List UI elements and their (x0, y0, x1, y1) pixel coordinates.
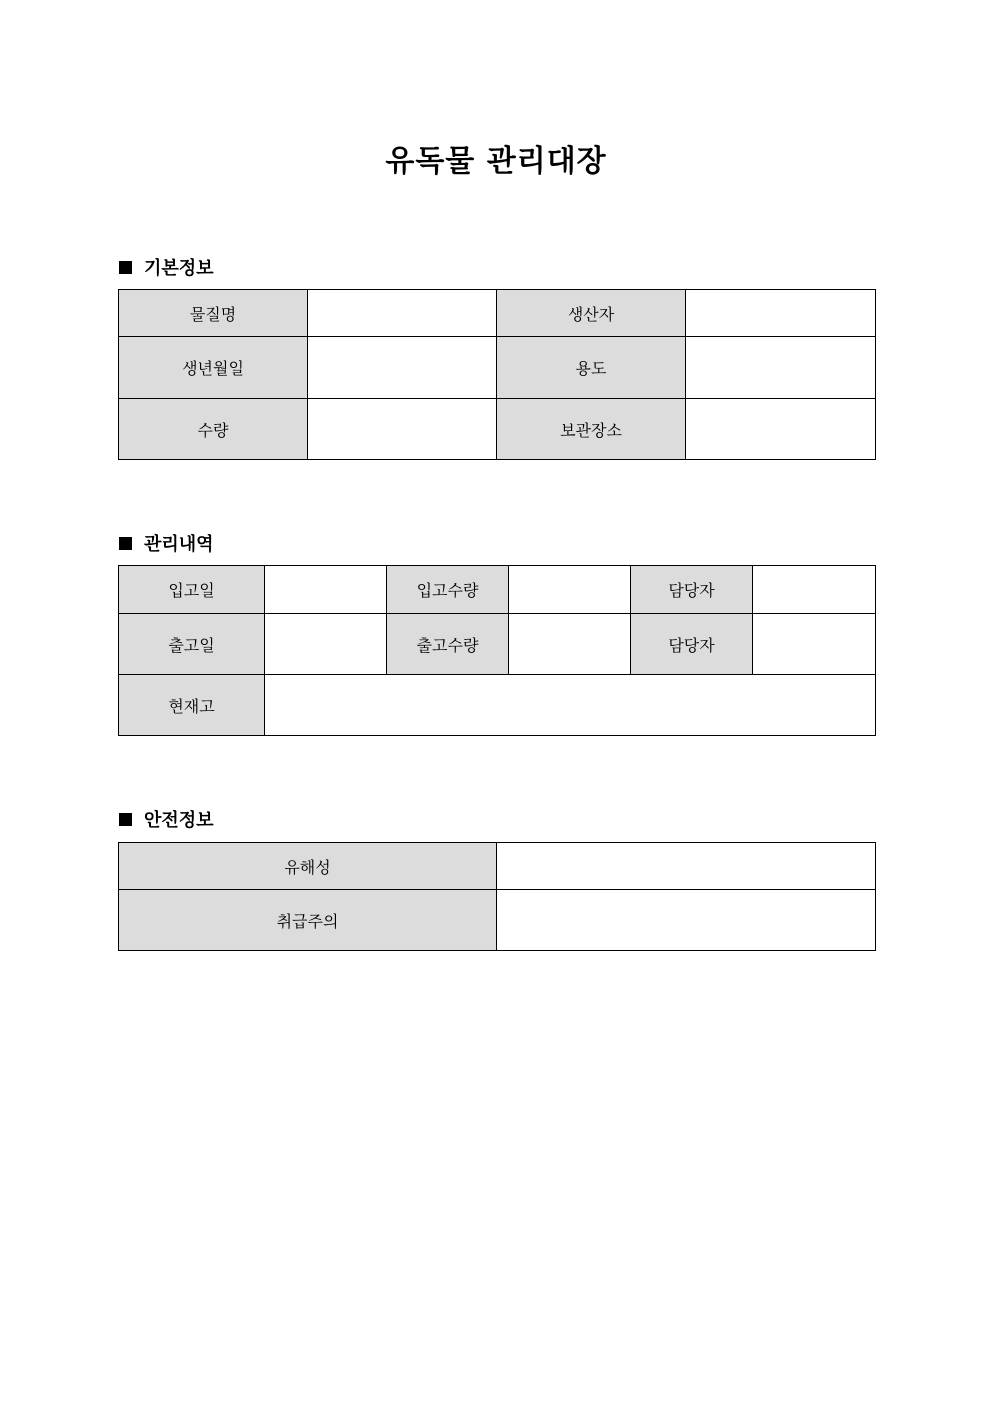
table-row (119, 290, 876, 337)
field-label: 보관장소 (497, 399, 686, 460)
release-manager-field[interactable] (753, 614, 876, 675)
basic-info-table (118, 289, 876, 460)
substance-name-field[interactable] (308, 290, 497, 337)
section-title: 기본정보 (144, 258, 214, 279)
receipt-manager-field[interactable] (753, 566, 876, 614)
field-label: 용도 (497, 337, 686, 399)
producer-field[interactable] (686, 290, 876, 337)
field-label: 입고일 (119, 566, 265, 614)
field-label: 출고수량 (387, 614, 509, 675)
square-bullet-icon (119, 813, 132, 826)
table-row (119, 614, 876, 675)
release-quantity-field[interactable] (509, 614, 631, 675)
field-label: 수량 (119, 399, 308, 460)
field-label: 담당자 (631, 614, 753, 675)
section-title: 안전정보 (144, 810, 214, 831)
page-title: 유독물 관리대장 (385, 144, 607, 179)
table-row (119, 890, 876, 951)
section-heading-safety (119, 806, 214, 832)
field-label: 유해성 (119, 843, 497, 890)
table-row (119, 399, 876, 460)
field-label: 생산자 (497, 290, 686, 337)
current-stock-field[interactable] (265, 675, 876, 736)
handling-caution-field[interactable] (497, 890, 876, 951)
table-row (119, 843, 876, 890)
field-label: 담당자 (631, 566, 753, 614)
hazard-field[interactable] (497, 843, 876, 890)
field-label: 생년월일 (119, 337, 308, 399)
section-heading-basic (119, 254, 214, 280)
quantity-field[interactable] (308, 399, 497, 460)
field-label: 입고수량 (387, 566, 509, 614)
square-bullet-icon (119, 261, 132, 274)
table-row (119, 675, 876, 736)
receipt-quantity-field[interactable] (509, 566, 631, 614)
receipt-date-field[interactable] (265, 566, 387, 614)
field-label: 취급주의 (119, 890, 497, 951)
storage-location-field[interactable] (686, 399, 876, 460)
production-date-field[interactable] (308, 337, 497, 399)
field-label: 출고일 (119, 614, 265, 675)
management-table (118, 565, 876, 736)
table-row (119, 337, 876, 399)
square-bullet-icon (119, 537, 132, 550)
section-title: 관리내역 (144, 534, 214, 555)
safety-table (118, 842, 876, 951)
field-label: 현재고 (119, 675, 265, 736)
field-label: 물질명 (119, 290, 308, 337)
release-date-field[interactable] (265, 614, 387, 675)
section-heading-management (119, 530, 214, 556)
usage-field[interactable] (686, 337, 876, 399)
table-row (119, 566, 876, 614)
